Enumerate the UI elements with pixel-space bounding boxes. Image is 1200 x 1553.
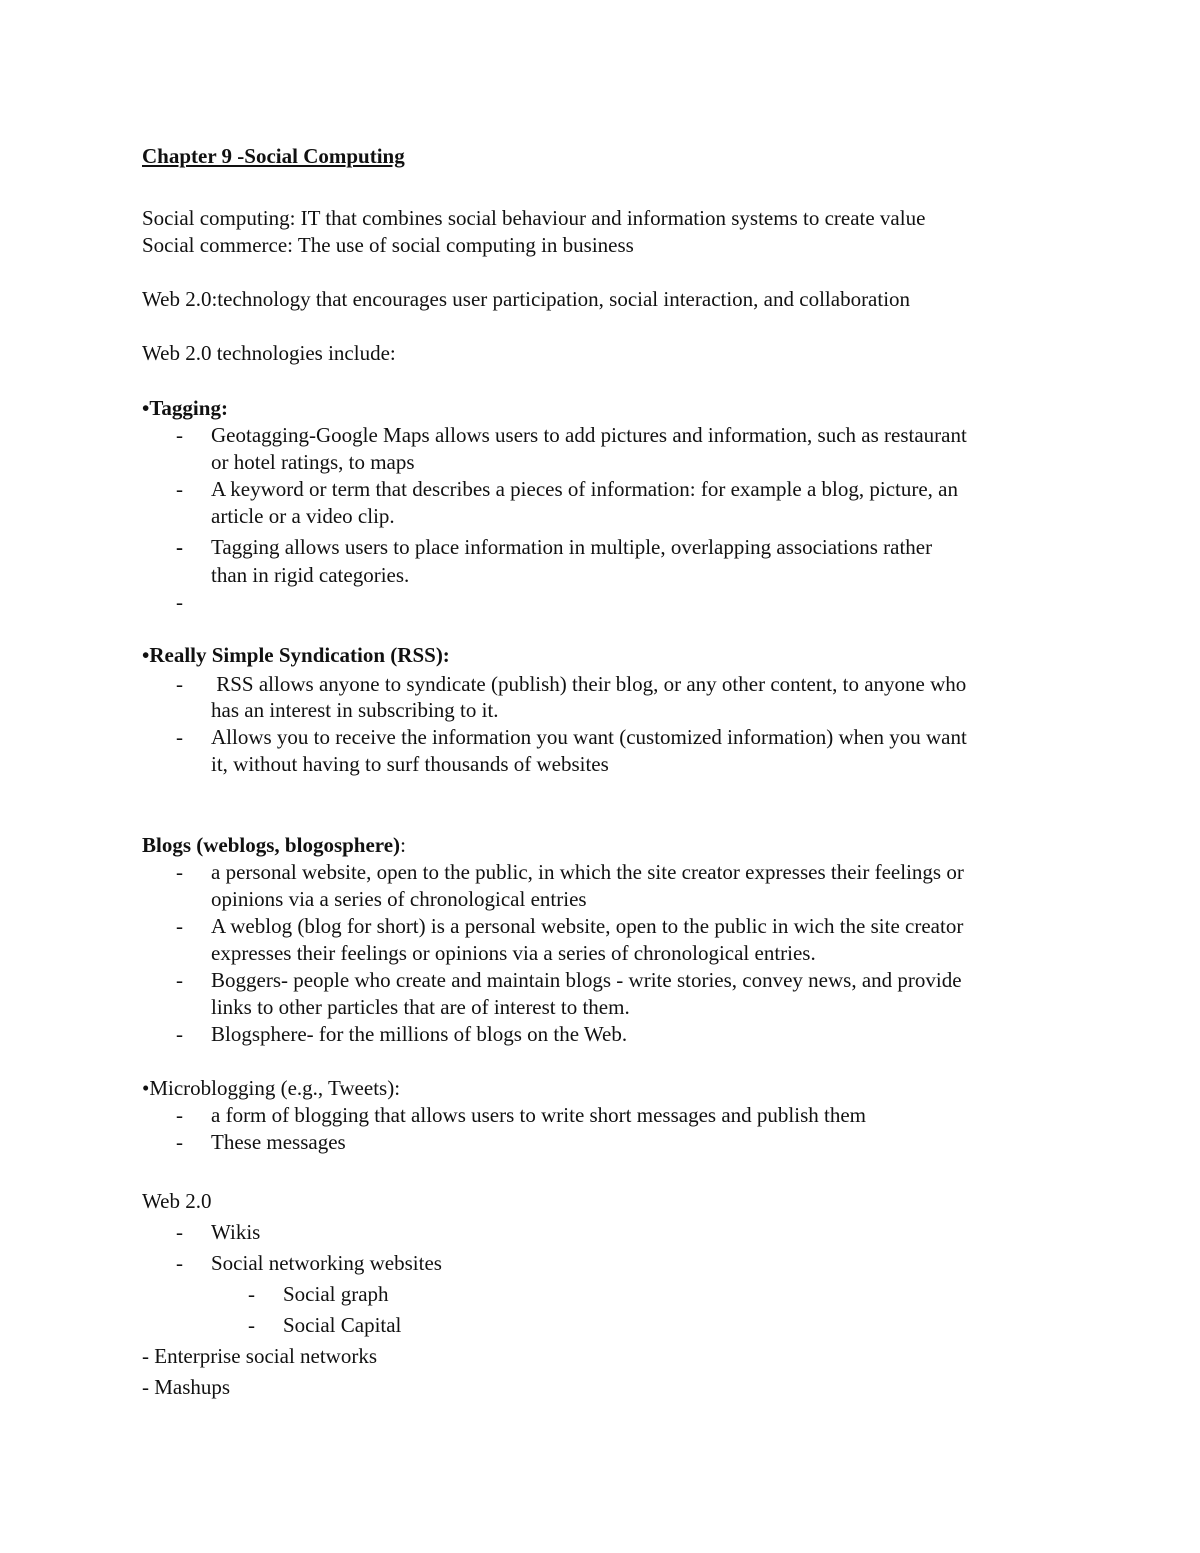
- tagging-item-2-line-1: A keyword or term that describes a pieces of information: for example a blog, picture, an: [211, 477, 958, 501]
- list-bullet: -: [248, 1282, 255, 1306]
- blogs-item-3-line-2: links to other particles that are of interest to them.: [211, 995, 630, 1019]
- tagging-item-3-line-2: than in rigid categories.: [211, 563, 410, 587]
- tagging-heading: •Tagging:: [142, 396, 228, 420]
- web20-item-wikis: Wikis: [211, 1220, 261, 1244]
- tagging-item-1-line-1: Geotagging-Google Maps allows users to add pictures and information, such as restaurant: [211, 423, 967, 447]
- web20-definition: Web 2.0:technology that encourages user participation, social interaction, and collaboration: [142, 287, 911, 311]
- social-computing-definition: Social computing: IT that combines social behaviour and information systems to create value: [142, 206, 926, 230]
- blogs-heading-text: Blogs (weblogs, blogosphere): [142, 833, 401, 857]
- list-bullet: -: [176, 914, 183, 938]
- blogs-heading: [142, 835, 406, 856]
- list-bullet: -: [176, 725, 183, 749]
- list-bullet-empty: -: [176, 590, 183, 614]
- tagging-item-1-line-2: or hotel ratings, to maps: [211, 450, 415, 474]
- list-bullet: -: [176, 477, 183, 501]
- list-bullet: -: [176, 672, 183, 696]
- list-bullet: -: [176, 968, 183, 992]
- tagging-item-2-line-2: article or a video clip.: [211, 504, 395, 528]
- rss-heading: •Really Simple Syndication (RSS):: [142, 643, 450, 667]
- blogs-item-1-line-2: opinions via a series of chronological entries: [211, 887, 587, 911]
- rss-item-1-line-2: has an interest in subscribing to it.: [211, 698, 499, 722]
- web20-item-social-networking: Social networking websites: [211, 1251, 442, 1275]
- list-bullet: -: [176, 1103, 183, 1127]
- rss-item-1-line-1: RSS allows anyone to syndicate (publish) their blog, or any other content, to anyone who: [211, 672, 967, 696]
- web20-item-enterprise-social-networks: - Enterprise social networks: [142, 1344, 378, 1368]
- list-bullet: -: [248, 1313, 255, 1337]
- microblogging-item-2: These messages: [211, 1130, 346, 1154]
- list-bullet: -: [176, 1130, 183, 1154]
- web20-subitem-social-capital: Social Capital: [283, 1313, 402, 1337]
- blogs-item-3-line-1: Boggers- people who create and maintain blogs - write stories, convey news, and provide: [211, 968, 962, 992]
- rss-item-2-line-1: Allows you to receive the information you want (customized information) when you want: [211, 725, 967, 749]
- page-title: Chapter 9 -Social Computing: [142, 144, 405, 168]
- web20-item-mashups: - Mashups: [142, 1375, 231, 1399]
- rss-item-2-line-2: it, without having to surf thousands of websites: [211, 752, 609, 776]
- web20-list-heading: Web 2.0: [142, 1189, 212, 1213]
- web20-technologies-intro: Web 2.0 technologies include:: [142, 341, 396, 365]
- microblogging-item-1: a form of blogging that allows users to write short messages and publish them: [211, 1103, 866, 1127]
- list-bullet: -: [176, 1251, 183, 1275]
- blogs-item-1-line-1: a personal website, open to the public, in which the site creator expresses their feelings or: [211, 860, 964, 884]
- blogs-item-2-line-2: expresses their feelings or opinions via a series of chronological entries.: [211, 941, 816, 965]
- web20-subitem-social-graph: Social graph: [283, 1282, 389, 1306]
- list-bullet: -: [176, 860, 183, 884]
- list-bullet: -: [176, 423, 183, 447]
- list-bullet: -: [176, 1220, 183, 1244]
- blogs-heading-colon: :: [400, 833, 406, 857]
- social-commerce-definition: Social commerce: The use of social computing in business: [142, 233, 634, 257]
- list-bullet: -: [176, 1022, 183, 1046]
- tagging-item-3-line-1: Tagging allows users to place information in multiple, overlapping associations rather: [211, 535, 933, 559]
- blogs-item-4-line-1: Blogsphere- for the millions of blogs on the Web.: [211, 1022, 628, 1046]
- list-bullet: -: [176, 535, 183, 559]
- blogs-item-2-line-1: A weblog (blog for short) is a personal website, open to the public in wich the site creator: [211, 914, 964, 938]
- microblogging-heading: •Microblogging (e.g., Tweets):: [142, 1076, 401, 1100]
